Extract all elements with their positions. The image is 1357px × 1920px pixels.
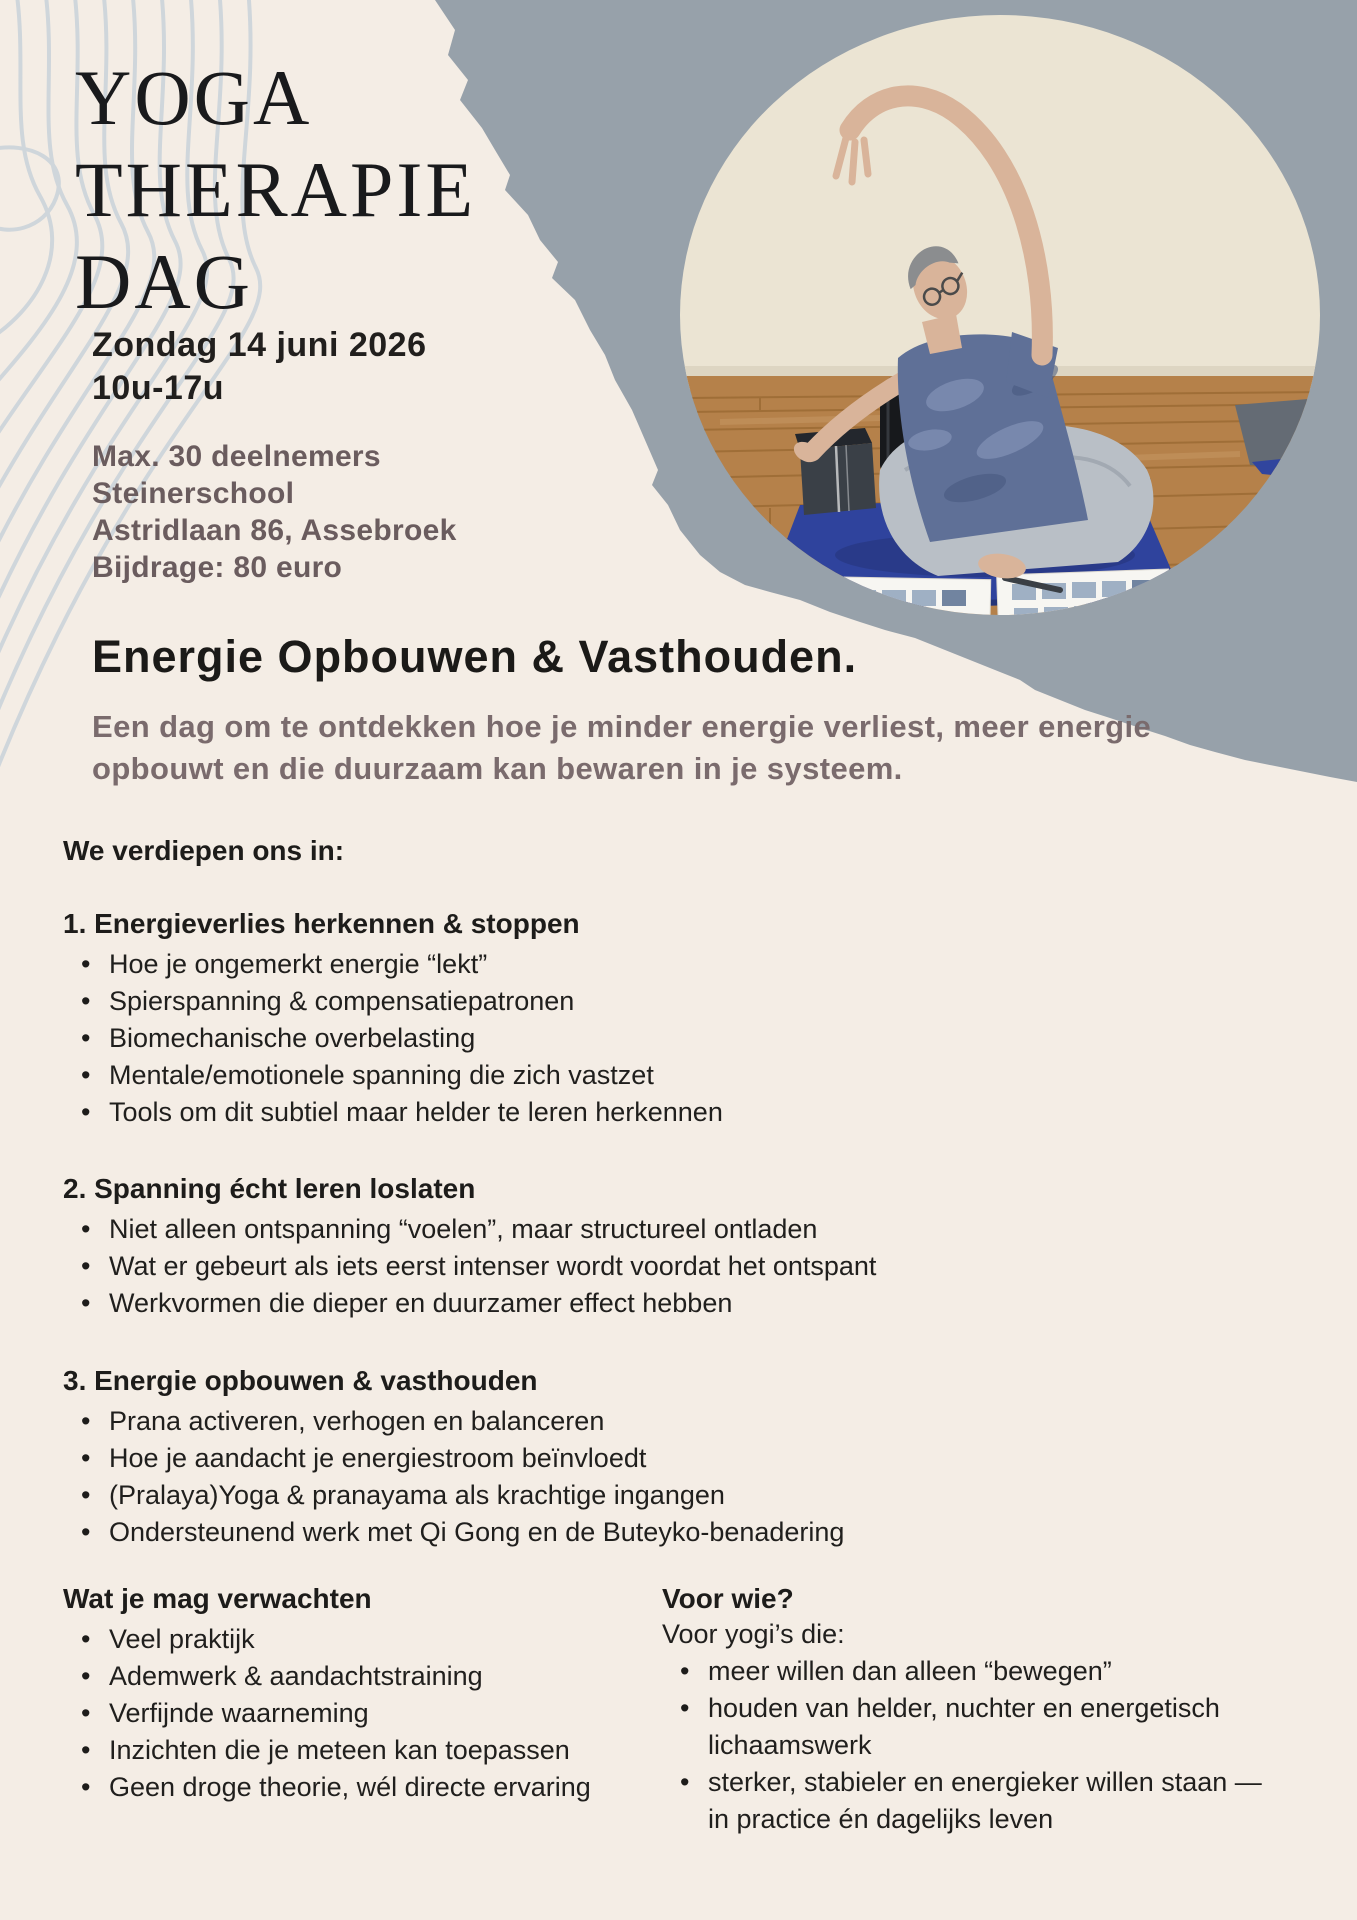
list-item: • Spierspanning & compensatiepatronen bbox=[63, 983, 1073, 1020]
column-title: Wat je mag verwachten bbox=[63, 1583, 372, 1614]
section-spanning-loslaten bbox=[63, 1172, 1073, 1322]
event-details bbox=[92, 438, 457, 586]
intro-text: Een dag om te ontdekken hoe je minder energie verliest, meer energie opbouwt en die duurzaam kan bewaren in je systeem. bbox=[92, 709, 1152, 786]
detail-capacity: Max. 30 deelnemers bbox=[92, 440, 381, 473]
page-title bbox=[75, 52, 476, 328]
column-lead: Voor yogi’s die: bbox=[662, 1619, 845, 1649]
title-line: THERAPIE bbox=[75, 146, 476, 233]
list-item: • Inzichten die je meteen kan toepassen bbox=[63, 1732, 653, 1769]
list-item: • Hoe je aandacht je energiestroom beïnvloedt bbox=[63, 1440, 1073, 1477]
section-energieverlies bbox=[63, 907, 1073, 1131]
title-line: YOGA bbox=[75, 54, 313, 141]
bullet-list bbox=[63, 1621, 653, 1806]
event-date bbox=[92, 324, 426, 410]
column-voor-wie bbox=[662, 1582, 1277, 1838]
list-item: • Wat er gebeurt als iets eerst intenser wordt voordat het ontspant bbox=[63, 1248, 1073, 1285]
event-date-line: Zondag 14 juni 2026 bbox=[92, 326, 427, 364]
section-heading: 3. Energie opbouwen & vasthouden bbox=[63, 1365, 538, 1396]
list-item: • Mentale/emotionele spanning die zich vastzet bbox=[63, 1057, 1073, 1094]
list-item: • Ondersteunend werk met Qi Gong en de Buteyko-benadering bbox=[63, 1514, 1073, 1551]
list-item: • Ademwerk & aandachtstraining bbox=[63, 1658, 653, 1695]
column-title: Voor wie? bbox=[662, 1583, 794, 1614]
section-heading: 1. Energieverlies herkennen & stoppen bbox=[63, 908, 580, 939]
bullet-list bbox=[63, 1211, 1073, 1322]
lead-in-text: We verdiepen ons in: bbox=[63, 835, 345, 866]
column-verwachten bbox=[63, 1582, 653, 1806]
list-item: • (Pralaya)Yoga & pranayama als krachtige ingangen bbox=[63, 1477, 1073, 1514]
bullet-list bbox=[662, 1653, 1277, 1838]
list-item: • Geen droge theorie, wél directe ervaring bbox=[63, 1769, 653, 1806]
bullet-list bbox=[63, 946, 1073, 1131]
event-time-line: 10u-17u bbox=[92, 369, 224, 407]
list-item: • Prana activeren, verhogen en balanceren bbox=[63, 1403, 1073, 1440]
list-item: • Verfijnde waarneming bbox=[63, 1695, 653, 1732]
list-item: • Niet alleen ontspanning “voelen”, maar structureel ontladen bbox=[63, 1211, 1073, 1248]
list-item: • Hoe je ongemerkt energie “lekt” bbox=[63, 946, 1073, 983]
list-item: • houden van helder, nuchter en energetisch lichaamswerk bbox=[662, 1690, 1277, 1764]
main-heading: Energie Opbouwen & Vasthouden. bbox=[92, 631, 858, 682]
list-item: • Biomechanische overbelasting bbox=[63, 1020, 1073, 1057]
list-item: • meer willen dan alleen “bewegen” bbox=[662, 1653, 1277, 1690]
detail-venue: Steinerschool bbox=[92, 477, 295, 510]
section-energie-opbouwen bbox=[63, 1364, 1073, 1551]
detail-address: Astridlaan 86, Assebroek bbox=[92, 514, 457, 547]
list-item: • Tools om dit subtiel maar helder te leren herkennen bbox=[63, 1094, 1073, 1131]
list-item: • sterker, stabieler en energieker willen staan — in practice én dagelijks leven bbox=[662, 1764, 1277, 1838]
detail-fee: Bijdrage: 80 euro bbox=[92, 551, 343, 584]
bullet-list bbox=[63, 1403, 1073, 1551]
list-item: • Veel praktijk bbox=[63, 1621, 653, 1658]
section-heading: 2. Spanning écht leren loslaten bbox=[63, 1173, 476, 1204]
list-item: • Werkvormen die dieper en duurzamer effect hebben bbox=[63, 1285, 1073, 1322]
title-line: DAG bbox=[75, 238, 253, 325]
